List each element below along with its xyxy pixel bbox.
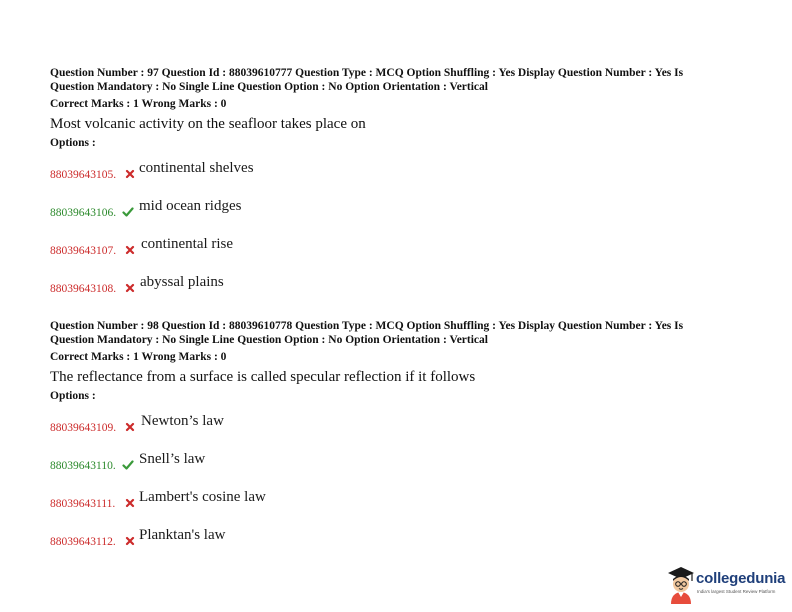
options-label: Options :: [50, 137, 96, 149]
question-meta: [50, 66, 750, 94]
question-text: Most volcanic activity on the seafloor takes place on: [50, 116, 366, 132]
question-meta-line1: Question Number : 97 Question Id : 88039610777 Question Type : MCQ Option Shuffling : Yes Display Question Number : Yes Is: [50, 67, 684, 79]
option-text: Planktan's law: [139, 527, 226, 543]
question-meta-line1: Question Number : 98 Question Id : 88039610778 Question Type : MCQ Option Shuffling : Yes Display Question Number : Yes Is: [50, 320, 684, 332]
question-meta-line2: Question Mandatory : No Single Line Question Option : No Option Orientation : Vertical: [50, 334, 488, 346]
option-text: abyssal plains: [140, 274, 224, 290]
cross-icon: [124, 282, 136, 294]
option-id: 88039643112.: [50, 536, 116, 548]
option-text: Snell’s law: [139, 451, 206, 467]
option-id: 88039643107.: [50, 245, 117, 257]
cross-icon: [124, 244, 136, 256]
option-id: 88039643108.: [50, 283, 117, 295]
options-label: Options :: [50, 390, 96, 402]
option-id: 88039643111.: [50, 498, 116, 510]
option-row: [50, 189, 750, 227]
cross-icon: [124, 168, 136, 180]
question-marks: Correct Marks : 1 Wrong Marks : 0: [50, 351, 227, 363]
cross-icon: [124, 497, 136, 509]
option-row: [50, 480, 750, 518]
question-meta-line2: Question Mandatory : No Single Line Question Option : No Option Orientation : Vertical: [50, 81, 488, 93]
option-id: 88039643109.: [50, 422, 117, 434]
logo-tagline: India's largest Student Review Platform: [697, 589, 776, 594]
question-block: [50, 319, 750, 556]
option-id: 88039643110.: [50, 460, 116, 472]
collegedunia-logo: [666, 564, 788, 608]
check-icon: [122, 206, 134, 218]
logo-name: collegedunia: [696, 570, 786, 587]
cross-icon: [124, 535, 136, 547]
graduate-avatar-icon: [666, 564, 696, 604]
option-id: 88039643105.: [50, 169, 117, 181]
option-text: mid ocean ridges: [139, 198, 242, 214]
option-row: [50, 151, 750, 189]
option-row: [50, 227, 750, 265]
option-text: Newton’s law: [141, 413, 224, 429]
check-icon: [122, 459, 134, 471]
question-meta: [50, 319, 750, 347]
option-row: [50, 442, 750, 480]
cross-icon: [124, 421, 136, 433]
option-text: continental shelves: [139, 160, 254, 176]
question-marks: Correct Marks : 1 Wrong Marks : 0: [50, 98, 227, 110]
option-id: 88039643106.: [50, 207, 117, 219]
question-text: The reflectance from a surface is called specular reflection if it follows: [50, 369, 476, 385]
option-row: [50, 265, 750, 303]
option-row: [50, 518, 750, 556]
option-text: continental rise: [141, 236, 234, 252]
option-row: [50, 404, 750, 442]
option-text: Lambert's cosine law: [139, 489, 266, 505]
question-block: [50, 66, 750, 303]
